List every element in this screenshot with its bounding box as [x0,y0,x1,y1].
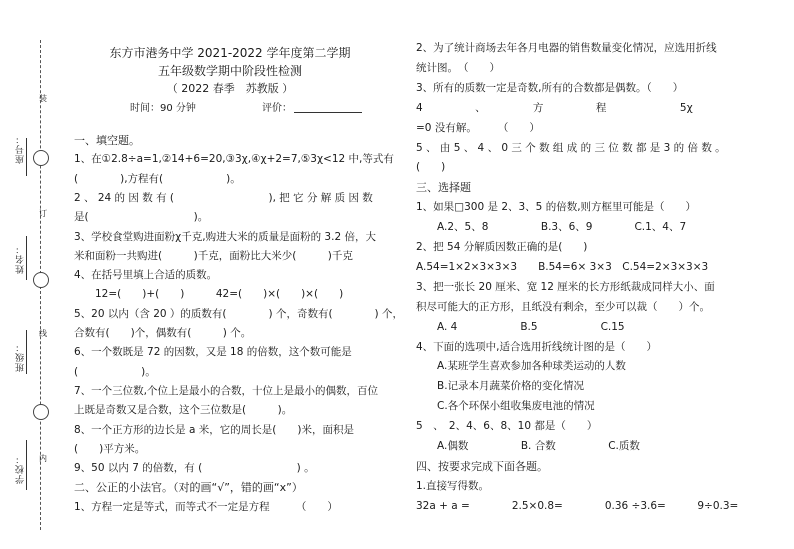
binding-mark: 订 [39,209,47,218]
right-question-line: A.2、5、8 B.3、6、9 C.1、4、7 [416,221,687,234]
left-question-line: 合数有( )个，偶数有( ) 个。 [74,327,252,339]
left-question-line: 12=( )+( ) 42=( )×( )×( ) [74,288,344,301]
seat-number-label: 座号： [16,134,26,164]
left-question-line: 一、填空题。 [74,134,140,147]
left-question-line: 3、学校食堂购进面粉χ千克,购进大米的质量是面粉的 3.2 倍，大 [74,230,376,243]
right-question-line: 5 、 由 5 、 4 、 0 三 个 数 组 成 的 三 位 数 都 是 3 的 倍 数 。 [416,141,726,154]
left-question-line: 4、在括号里填上合适的质数。 [74,269,218,282]
exam-time: 时间：90 分钟 [130,103,196,114]
left-question-line: 米和面粉一共购进( )千克，面粉比大米少( )千克 [74,249,353,262]
right-question-line: ( ) [416,161,446,174]
right-question-line: A. 4 B.5 C.15 [416,320,625,333]
left-question-line: 7、一个三位数,个位上是最小的合数，十位上是最小的偶数，百位 [74,384,379,397]
score-label: 评价： [262,103,292,114]
right-question-line: A.某班学生喜欢参加各种球类运动的人数 [416,360,626,373]
binding-mark: 线 [39,329,47,338]
binding-margin [0,0,62,549]
right-question-line: 统计图。 （ ） [416,61,500,74]
left-question-line: ( )。 [74,365,156,378]
right-question-line: A.54=1×2×3×3×3 B.54=6× 3×3 C.54=2×3×3×3 [416,260,709,273]
right-question-line: B.记录本月蔬菜价格的变化情况 [416,380,585,393]
right-question-line: 1.直接写得数。 [416,479,490,492]
left-question-line: 6、一个数既是 72 的因数，又是 18 的倍数，这个数可能是 [74,346,352,359]
binding-hole [33,272,49,288]
score-field [262,99,362,114]
right-question-line: 5 、 2、4、6、8、10 都是（ ） [416,420,598,433]
right-question-line: A.偶数 B. 合数 C.质数 [416,440,640,452]
left-question-line: 1、方程一定是等式，而等式不一定是方程 （ ） [74,500,338,513]
right-question-line: 3、把一张长 20 厘米、宽 12 厘米的长方形纸裁成同样大小、面 [416,280,715,293]
right-question-line: C.各个环保小组收集废电池的情况 [416,400,595,413]
left-question-line: 1、在①2.8÷a=1,②14+6=20,③3χ,④χ+2=7,⑤3χ<12 中,等式有 [74,153,394,166]
right-question-line: 1、如果□300 是 2、3、5 的倍数,则方框里可能是（ ） [416,201,697,214]
exam-title-grade: 五年级数学期中阶段性检测 [157,64,302,78]
right-question-line: =0 没有解。 （ ） [416,121,540,134]
score-blank [294,112,362,113]
exam-title-school: 东方市港务中学 2021-2022 学年度第二学期 [109,46,351,60]
right-question-line: 四、按要求完成下面各题。 [416,459,548,473]
class-label: 班级： [16,342,26,372]
right-question-line: 4、下面的选项中,适合选用折线统计图的是（ ） [416,340,658,353]
school-label: 学校： [16,454,26,484]
right-question-line: 2、把 54 分解质因数正确的是( ) [416,241,588,253]
binding-hole [33,404,49,420]
student-name-label: 姓名： [16,244,26,274]
right-question-line: 2、为了统计商场去年各月电器的销售数量变化情况，应选用折线 [416,42,717,54]
binding-hole [33,150,49,166]
left-question-line: 二、公正的小法官。（对的画“√”，错的画“x”） [74,481,303,495]
left-question-line: ( ),方程有( )。 [74,172,241,185]
binding-mark: 内 [39,454,47,463]
binding-mark: 装 [39,94,47,103]
right-question-line: 积尽可能大的正方形，且纸没有剩余，至少可以裁（ ）个。 [416,300,710,313]
left-question-line: 5、20 以内（含 20 ）的质数有( ) 个，奇数有( ) 个， [74,307,403,320]
right-question-line: 3、所有的质数一定是奇数,所有的合数都是偶数。（ ） [416,81,684,94]
left-question-line: 9、50 以内 7 的倍数，有 ( ) 。 [74,462,315,475]
right-question-line: 4 、 方 程 5χ [416,101,693,114]
right-question-line: 三、选择题 [416,181,471,195]
exam-subtitle: （ 2022 春季 苏教版 ） [166,82,294,95]
left-question-line: 是( )。 [74,211,209,224]
left-question-line: ( )平方米。 [74,442,146,455]
left-question-line: 上既是奇数又是合数，这个三位数是( )。 [74,404,293,417]
left-question-line: 8、一个正方形的边长是 a 米，它的周长是( )米，面积是 [74,423,354,436]
right-question-line: 32a + a = 2.5×0.8= 0.36 ÷3.6= 9÷0.3= [416,499,739,512]
left-question-line: 2 、 24 的 因 数 有 ( ), 把 它 分 解 质 因 数 [74,191,373,204]
